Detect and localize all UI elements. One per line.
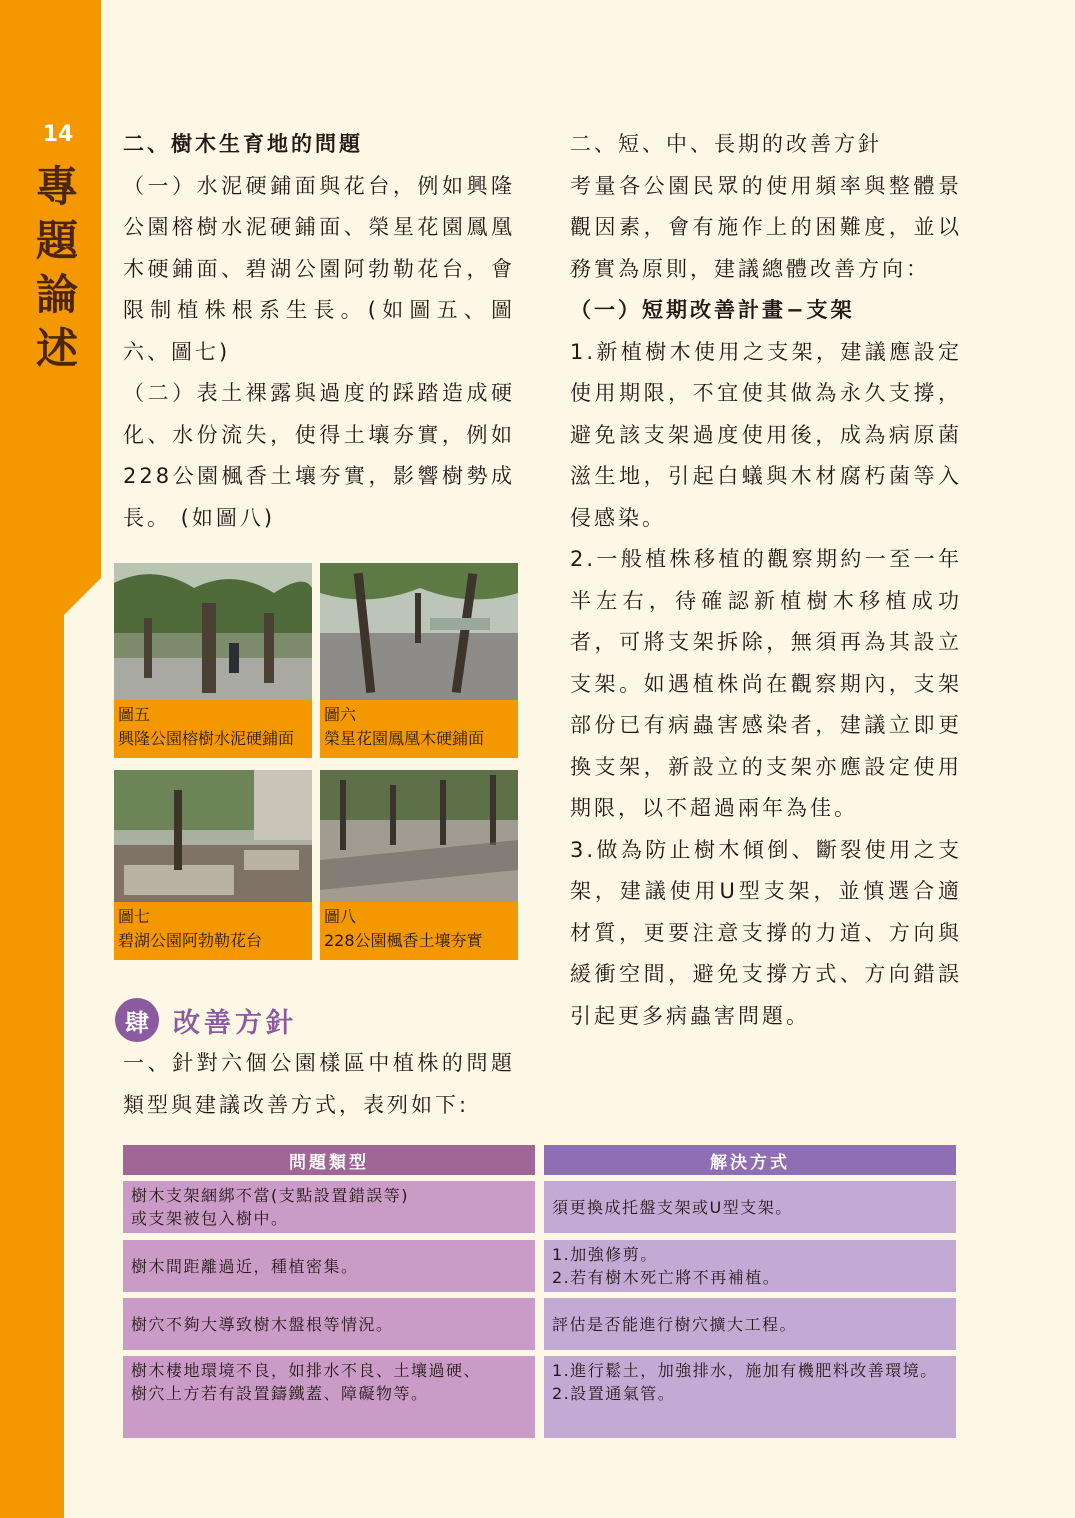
right-item-2: 2.一般植株移植的觀察期約一至一年半左右，待確認新植樹木移植成功者，可將支架拆除，無須再為其設立支架。如遇植株尚在觀察期內，支架部份已有病蟲害感染者，建議立即更換支架，新設立的支架亦應設定使用期限，以不超過兩年為佳。 <box>570 547 962 820</box>
table-cell-problem <box>123 1181 535 1233</box>
cell-text: 樹穴不夠大導致樹木盤根等情況。 <box>131 1314 394 1334</box>
section-char: 題 <box>35 216 78 265</box>
cell-text: 1.加強修剪。 <box>552 1245 658 1264</box>
cell-text: 評估是否能進行樹穴擴大工程。 <box>552 1314 798 1334</box>
photo-label: 圖七 <box>118 907 151 926</box>
right-heading: 二、短、中、長期的改善方針 <box>570 132 882 156</box>
table-cell-solution <box>544 1356 956 1438</box>
improve-intro-text: 一、針對六個公園樣區中植株的問題類型與建議改善方式，表列如下: <box>123 1051 515 1117</box>
right-item-3: 3.做為防止樹木傾倒、斷裂使用之支架，建議使用U型支架，並慎選合適材質，更要注意支撐的力道、方向與緩衝空間，避免支撐方式、方向錯誤引起更多病蟲害問題。 <box>570 837 962 1028</box>
photo-6 <box>320 563 518 758</box>
cell-text: 2.設置通氣管。 <box>552 1384 676 1403</box>
photo-8 <box>320 770 518 960</box>
photo-label: 圖八 <box>324 907 357 926</box>
photo-5 <box>114 563 312 758</box>
photo-label: 圖六 <box>324 705 357 724</box>
table-cell-solution <box>544 1240 956 1292</box>
para-label: （二） <box>123 381 197 405</box>
table-header-problem: 問題類型 <box>123 1145 535 1175</box>
right-intro: 考量各公園民眾的使用頻率與整體景觀因素，會有施作上的困難度，並以務實為原則，建議總體改善方向： <box>570 173 962 281</box>
section-char: 論 <box>35 270 78 319</box>
left-para-2 <box>123 373 515 539</box>
right-column <box>570 124 962 1037</box>
park-photo-image <box>320 770 518 902</box>
section-title <box>30 160 84 376</box>
improve-badge: 肆 <box>115 998 159 1042</box>
para-label: （一） <box>123 173 197 198</box>
photo-caption-text: 228公園楓香土壤夯實 <box>324 931 483 950</box>
left-column <box>123 124 515 539</box>
section-char: 專 <box>35 162 78 211</box>
table-cell-problem <box>123 1298 535 1350</box>
cell-text: 須更換成托盤支架或U型支架。 <box>552 1197 793 1217</box>
table-cell-solution <box>544 1298 956 1350</box>
park-photo-image <box>114 563 312 700</box>
para-text: 表土裸露與過度的踩踏造成硬化、水份流失，使得土壤夯實，例如228公園楓香土壤夯實，影響樹勢成長。 (如圖八) <box>123 381 516 530</box>
table-cell-solution <box>544 1181 956 1233</box>
photo-label: 圖五 <box>118 705 151 724</box>
left-para-1 <box>123 166 515 374</box>
photo-caption-text: 榮星花園鳳凰木硬鋪面 <box>324 729 485 748</box>
cell-text: 2.若有樹木死亡將不再補植。 <box>552 1268 781 1287</box>
para-text: 水泥硬鋪面與花台，例如興隆公園榕樹水泥硬鋪面、榮星花園鳳凰木硬鋪面、碧湖公園阿勃勒花台，會限制植株根系生長。(如圖五、圖六、圖七) <box>123 173 516 364</box>
table-header-solution: 解決方式 <box>544 1145 956 1175</box>
photo-caption-text: 興隆公園榕樹水泥硬鋪面 <box>118 729 295 748</box>
left-heading: 二、樹木生育地的問題 <box>123 132 363 156</box>
photo-caption <box>114 902 312 960</box>
improve-title: 改善方針 <box>173 1007 297 1039</box>
cell-text: 1.進行鬆土，加強排水，施加有機肥料改善環境。 <box>552 1361 938 1380</box>
section-char: 述 <box>35 324 78 373</box>
right-item-1: 1.新植樹木使用之支架，建議應設定使用期限，不宜使其做為永久支撐，避免該支架過度使用後，成為病原菌滋生地，引起白蟻與木材腐朽菌等入侵感染。 <box>570 339 962 530</box>
photo-7 <box>114 770 312 960</box>
cell-text: 樹木支架綑綁不當(支點設置錯誤等) 或支架被包入樹中。 <box>131 1186 409 1228</box>
side-notch <box>64 575 104 1518</box>
table-cell-problem <box>123 1356 535 1438</box>
photo-caption <box>114 700 312 758</box>
park-photo-image <box>320 563 518 700</box>
page-number: 14 <box>42 122 74 147</box>
table-cell-problem <box>123 1240 535 1292</box>
right-subheading: （一）短期改善計畫−支架 <box>570 298 855 322</box>
photo-caption <box>320 902 518 960</box>
park-photo-image <box>114 770 312 902</box>
improve-intro <box>123 1043 515 1126</box>
photo-caption-text: 碧湖公園阿勃勒花台 <box>118 931 263 950</box>
improve-heading <box>115 996 297 1044</box>
cell-text: 樹木棲地環境不良，如排水不良、土壤過硬、 樹穴上方若有設置鑄鐵蓋、障礙物等。 <box>131 1361 482 1403</box>
photo-caption <box>320 700 518 758</box>
cell-text: 樹木間距離過近，種植密集。 <box>131 1256 359 1276</box>
